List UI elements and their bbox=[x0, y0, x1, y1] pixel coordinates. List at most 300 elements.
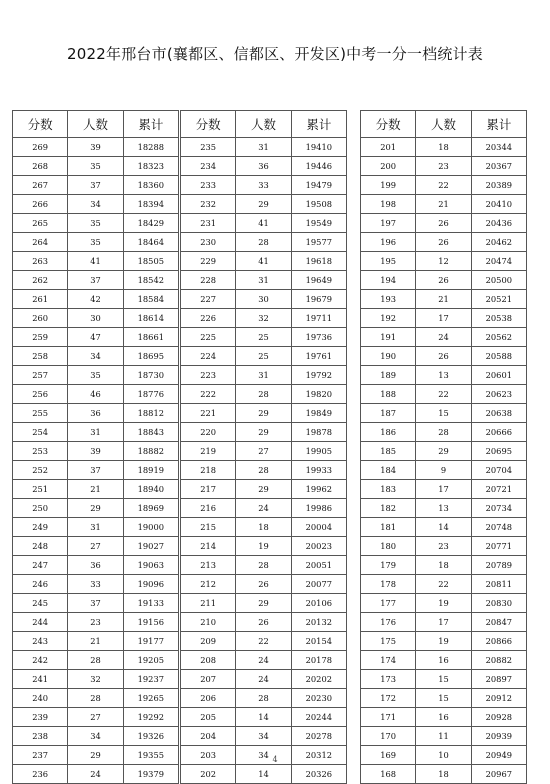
cumulative-cell: 18429 bbox=[123, 214, 178, 233]
score-cell: 248 bbox=[13, 537, 68, 556]
cumulative-cell: 19820 bbox=[291, 385, 346, 404]
score-cell: 177 bbox=[361, 594, 416, 613]
count-cell: 36 bbox=[68, 404, 123, 423]
cumulative-cell: 20967 bbox=[471, 765, 526, 784]
count-cell: 18 bbox=[236, 518, 291, 537]
score-table bbox=[12, 110, 179, 784]
table-row bbox=[361, 461, 527, 480]
score-cell: 261 bbox=[13, 290, 68, 309]
score-cell: 207 bbox=[181, 670, 236, 689]
cumulative-cell: 20847 bbox=[471, 613, 526, 632]
count-cell: 29 bbox=[416, 442, 471, 461]
count-cell: 25 bbox=[236, 347, 291, 366]
table-row bbox=[181, 195, 347, 214]
table-row bbox=[361, 176, 527, 195]
score-cell: 200 bbox=[361, 157, 416, 176]
cumulative-cell: 19265 bbox=[123, 689, 178, 708]
table-row bbox=[361, 195, 527, 214]
table-row bbox=[13, 480, 179, 499]
cumulative-cell: 19355 bbox=[123, 746, 178, 765]
score-cell: 176 bbox=[361, 613, 416, 632]
cumulative-cell: 20367 bbox=[471, 157, 526, 176]
count-cell: 31 bbox=[68, 518, 123, 537]
count-cell: 16 bbox=[416, 651, 471, 670]
column-header-score: 分数 bbox=[361, 111, 416, 138]
score-cell: 217 bbox=[181, 480, 236, 499]
table-row bbox=[13, 575, 179, 594]
score-cell: 250 bbox=[13, 499, 68, 518]
table-row bbox=[361, 765, 527, 784]
count-cell: 33 bbox=[236, 176, 291, 195]
cumulative-cell: 20077 bbox=[291, 575, 346, 594]
cumulative-cell: 20278 bbox=[291, 727, 346, 746]
table-row bbox=[13, 157, 179, 176]
count-cell: 27 bbox=[68, 708, 123, 727]
count-cell: 37 bbox=[68, 594, 123, 613]
count-cell: 47 bbox=[68, 328, 123, 347]
score-cell: 239 bbox=[13, 708, 68, 727]
cumulative-cell: 20721 bbox=[471, 480, 526, 499]
cumulative-cell: 20897 bbox=[471, 670, 526, 689]
cumulative-cell: 20928 bbox=[471, 708, 526, 727]
count-cell: 14 bbox=[416, 518, 471, 537]
cumulative-cell: 19508 bbox=[291, 195, 346, 214]
table-row bbox=[181, 328, 347, 347]
cumulative-cell: 20106 bbox=[291, 594, 346, 613]
score-cell: 201 bbox=[361, 138, 416, 157]
count-cell: 25 bbox=[236, 328, 291, 347]
table-row bbox=[361, 271, 527, 290]
cumulative-cell: 20601 bbox=[471, 366, 526, 385]
count-cell: 35 bbox=[68, 157, 123, 176]
cumulative-cell: 20500 bbox=[471, 271, 526, 290]
cumulative-cell: 19410 bbox=[291, 138, 346, 157]
cumulative-cell: 18882 bbox=[123, 442, 178, 461]
count-cell: 18 bbox=[416, 138, 471, 157]
table-row bbox=[361, 328, 527, 347]
count-cell: 31 bbox=[236, 271, 291, 290]
score-cell: 213 bbox=[181, 556, 236, 575]
count-cell: 36 bbox=[68, 556, 123, 575]
count-cell: 28 bbox=[236, 556, 291, 575]
score-cell: 209 bbox=[181, 632, 236, 651]
count-cell: 18 bbox=[416, 765, 471, 784]
count-cell: 22 bbox=[416, 385, 471, 404]
cumulative-cell: 20312 bbox=[291, 746, 346, 765]
cumulative-cell: 19549 bbox=[291, 214, 346, 233]
cumulative-cell: 19618 bbox=[291, 252, 346, 271]
cumulative-cell: 19962 bbox=[291, 480, 346, 499]
cumulative-cell: 20051 bbox=[291, 556, 346, 575]
table-row bbox=[13, 632, 179, 651]
count-cell: 15 bbox=[416, 670, 471, 689]
count-cell: 26 bbox=[416, 233, 471, 252]
score-cell: 189 bbox=[361, 366, 416, 385]
table-row bbox=[361, 423, 527, 442]
count-cell: 24 bbox=[68, 765, 123, 784]
score-table bbox=[180, 110, 347, 784]
score-cell: 191 bbox=[361, 328, 416, 347]
table-row bbox=[181, 613, 347, 632]
count-cell: 15 bbox=[416, 404, 471, 423]
count-cell: 16 bbox=[416, 708, 471, 727]
table-row bbox=[13, 442, 179, 461]
column-header-cumulative: 累计 bbox=[123, 111, 178, 138]
count-cell: 28 bbox=[236, 385, 291, 404]
table-row bbox=[181, 233, 347, 252]
table-row bbox=[361, 518, 527, 537]
count-cell: 28 bbox=[68, 651, 123, 670]
count-cell: 34 bbox=[68, 727, 123, 746]
score-cell: 186 bbox=[361, 423, 416, 442]
cumulative-cell: 18919 bbox=[123, 461, 178, 480]
cumulative-cell: 19792 bbox=[291, 366, 346, 385]
column-header-cumulative: 累计 bbox=[471, 111, 526, 138]
table-row bbox=[13, 404, 179, 423]
count-cell: 21 bbox=[68, 632, 123, 651]
table-row bbox=[361, 157, 527, 176]
score-cell: 240 bbox=[13, 689, 68, 708]
count-cell: 30 bbox=[236, 290, 291, 309]
table-row bbox=[181, 404, 347, 423]
table-row bbox=[13, 214, 179, 233]
table-row bbox=[13, 708, 179, 727]
page-number: 4 bbox=[272, 755, 278, 764]
count-cell: 27 bbox=[68, 537, 123, 556]
table-row bbox=[181, 727, 347, 746]
score-cell: 262 bbox=[13, 271, 68, 290]
cumulative-cell: 20023 bbox=[291, 537, 346, 556]
score-cell: 214 bbox=[181, 537, 236, 556]
table-row bbox=[13, 499, 179, 518]
score-cell: 195 bbox=[361, 252, 416, 271]
table-row bbox=[361, 651, 527, 670]
table-row bbox=[13, 233, 179, 252]
table-row bbox=[13, 252, 179, 271]
cumulative-cell: 18695 bbox=[123, 347, 178, 366]
score-cell: 252 bbox=[13, 461, 68, 480]
score-cell: 198 bbox=[361, 195, 416, 214]
count-cell: 24 bbox=[236, 651, 291, 670]
score-cell: 224 bbox=[181, 347, 236, 366]
cumulative-cell: 20521 bbox=[471, 290, 526, 309]
table-row bbox=[361, 727, 527, 746]
count-cell: 21 bbox=[416, 290, 471, 309]
cumulative-cell: 20666 bbox=[471, 423, 526, 442]
table-row bbox=[13, 290, 179, 309]
score-cell: 178 bbox=[361, 575, 416, 594]
score-cell: 259 bbox=[13, 328, 68, 347]
score-cell: 223 bbox=[181, 366, 236, 385]
count-cell: 11 bbox=[416, 727, 471, 746]
score-cell: 226 bbox=[181, 309, 236, 328]
table-row bbox=[361, 290, 527, 309]
score-cell: 170 bbox=[361, 727, 416, 746]
count-cell: 32 bbox=[236, 309, 291, 328]
table-row bbox=[361, 670, 527, 689]
cumulative-cell: 19177 bbox=[123, 632, 178, 651]
cumulative-cell: 19156 bbox=[123, 613, 178, 632]
count-cell: 41 bbox=[236, 252, 291, 271]
cumulative-cell: 20344 bbox=[471, 138, 526, 157]
cumulative-cell: 20830 bbox=[471, 594, 526, 613]
score-cell: 260 bbox=[13, 309, 68, 328]
table-row bbox=[13, 366, 179, 385]
cumulative-cell: 20538 bbox=[471, 309, 526, 328]
count-cell: 17 bbox=[416, 613, 471, 632]
score-cell: 228 bbox=[181, 271, 236, 290]
count-cell: 26 bbox=[416, 271, 471, 290]
count-cell: 30 bbox=[68, 309, 123, 328]
cumulative-cell: 19577 bbox=[291, 233, 346, 252]
column-header-cumulative: 累计 bbox=[291, 111, 346, 138]
cumulative-cell: 18812 bbox=[123, 404, 178, 423]
score-cell: 196 bbox=[361, 233, 416, 252]
count-cell: 13 bbox=[416, 366, 471, 385]
table-row bbox=[181, 366, 347, 385]
score-cell: 220 bbox=[181, 423, 236, 442]
score-cell: 173 bbox=[361, 670, 416, 689]
table-row bbox=[181, 157, 347, 176]
cumulative-cell: 18323 bbox=[123, 157, 178, 176]
score-cell: 231 bbox=[181, 214, 236, 233]
cumulative-cell: 20866 bbox=[471, 632, 526, 651]
count-cell: 34 bbox=[68, 195, 123, 214]
cumulative-cell: 19878 bbox=[291, 423, 346, 442]
cumulative-cell: 20748 bbox=[471, 518, 526, 537]
table-row bbox=[13, 670, 179, 689]
count-cell: 39 bbox=[68, 442, 123, 461]
cumulative-cell: 18661 bbox=[123, 328, 178, 347]
score-cell: 244 bbox=[13, 613, 68, 632]
score-cell: 168 bbox=[361, 765, 416, 784]
column-header-count: 人数 bbox=[68, 111, 123, 138]
count-cell: 24 bbox=[236, 499, 291, 518]
cumulative-cell: 18394 bbox=[123, 195, 178, 214]
column-header-count: 人数 bbox=[416, 111, 471, 138]
cumulative-cell: 18542 bbox=[123, 271, 178, 290]
score-cell: 206 bbox=[181, 689, 236, 708]
cumulative-cell: 18360 bbox=[123, 176, 178, 195]
table-row bbox=[361, 385, 527, 404]
count-cell: 22 bbox=[416, 176, 471, 195]
count-cell: 35 bbox=[68, 233, 123, 252]
score-cell: 180 bbox=[361, 537, 416, 556]
score-cell: 229 bbox=[181, 252, 236, 271]
score-cell: 199 bbox=[361, 176, 416, 195]
count-cell: 28 bbox=[68, 689, 123, 708]
cumulative-cell: 19379 bbox=[123, 765, 178, 784]
score-cell: 187 bbox=[361, 404, 416, 423]
score-cell: 204 bbox=[181, 727, 236, 746]
table-row bbox=[13, 613, 179, 632]
score-cell: 218 bbox=[181, 461, 236, 480]
score-cell: 235 bbox=[181, 138, 236, 157]
count-cell: 33 bbox=[68, 575, 123, 594]
score-cell: 203 bbox=[181, 746, 236, 765]
score-cell: 225 bbox=[181, 328, 236, 347]
table-row bbox=[361, 252, 527, 271]
table-row bbox=[181, 556, 347, 575]
table-row bbox=[13, 385, 179, 404]
table-row bbox=[181, 575, 347, 594]
table-row bbox=[13, 651, 179, 670]
count-cell: 24 bbox=[236, 670, 291, 689]
table-row bbox=[181, 765, 347, 784]
count-cell: 29 bbox=[236, 423, 291, 442]
count-cell: 28 bbox=[236, 689, 291, 708]
cumulative-cell: 18505 bbox=[123, 252, 178, 271]
table-row bbox=[361, 594, 527, 613]
table-row bbox=[361, 575, 527, 594]
cumulative-cell: 20949 bbox=[471, 746, 526, 765]
count-cell: 18 bbox=[416, 556, 471, 575]
score-cell: 267 bbox=[13, 176, 68, 195]
table-row bbox=[181, 176, 347, 195]
score-cell: 169 bbox=[361, 746, 416, 765]
cumulative-cell: 20244 bbox=[291, 708, 346, 727]
score-cell: 202 bbox=[181, 765, 236, 784]
cumulative-cell: 20462 bbox=[471, 233, 526, 252]
score-cell: 234 bbox=[181, 157, 236, 176]
count-cell: 39 bbox=[68, 138, 123, 157]
count-cell: 29 bbox=[68, 499, 123, 518]
count-cell: 14 bbox=[236, 708, 291, 727]
score-cell: 197 bbox=[361, 214, 416, 233]
score-cell: 174 bbox=[361, 651, 416, 670]
cumulative-cell: 20562 bbox=[471, 328, 526, 347]
cumulative-cell: 20734 bbox=[471, 499, 526, 518]
score-cell: 193 bbox=[361, 290, 416, 309]
count-cell: 31 bbox=[68, 423, 123, 442]
table-row bbox=[13, 556, 179, 575]
score-cell: 243 bbox=[13, 632, 68, 651]
cumulative-cell: 19679 bbox=[291, 290, 346, 309]
score-cell: 219 bbox=[181, 442, 236, 461]
table-row bbox=[181, 632, 347, 651]
count-cell: 24 bbox=[416, 328, 471, 347]
score-cell: 232 bbox=[181, 195, 236, 214]
table-row bbox=[361, 138, 527, 157]
cumulative-cell: 20389 bbox=[471, 176, 526, 195]
score-cell: 256 bbox=[13, 385, 68, 404]
count-cell: 9 bbox=[416, 461, 471, 480]
cumulative-cell: 19761 bbox=[291, 347, 346, 366]
cumulative-cell: 20939 bbox=[471, 727, 526, 746]
cumulative-cell: 19133 bbox=[123, 594, 178, 613]
cumulative-cell: 20132 bbox=[291, 613, 346, 632]
table-row bbox=[13, 537, 179, 556]
score-cell: 268 bbox=[13, 157, 68, 176]
count-cell: 29 bbox=[236, 480, 291, 499]
score-cell: 233 bbox=[181, 176, 236, 195]
cumulative-cell: 20436 bbox=[471, 214, 526, 233]
count-cell: 26 bbox=[416, 214, 471, 233]
score-cell: 238 bbox=[13, 727, 68, 746]
table-row bbox=[181, 651, 347, 670]
count-cell: 41 bbox=[68, 252, 123, 271]
column-header-count: 人数 bbox=[236, 111, 291, 138]
score-cell: 185 bbox=[361, 442, 416, 461]
count-cell: 29 bbox=[236, 404, 291, 423]
table-row bbox=[181, 518, 347, 537]
table-row bbox=[181, 214, 347, 233]
count-cell: 23 bbox=[416, 157, 471, 176]
count-cell: 37 bbox=[68, 176, 123, 195]
table-row bbox=[13, 309, 179, 328]
header-row bbox=[181, 111, 347, 138]
table-row bbox=[181, 290, 347, 309]
table-row bbox=[13, 347, 179, 366]
table-row bbox=[181, 423, 347, 442]
table-row bbox=[13, 271, 179, 290]
table-row bbox=[13, 423, 179, 442]
count-cell: 12 bbox=[416, 252, 471, 271]
score-cell: 179 bbox=[361, 556, 416, 575]
cumulative-cell: 20638 bbox=[471, 404, 526, 423]
cumulative-cell: 19711 bbox=[291, 309, 346, 328]
score-cell: 265 bbox=[13, 214, 68, 233]
cumulative-cell: 19063 bbox=[123, 556, 178, 575]
cumulative-cell: 18464 bbox=[123, 233, 178, 252]
score-cell: 216 bbox=[181, 499, 236, 518]
score-cell: 251 bbox=[13, 480, 68, 499]
count-cell: 22 bbox=[416, 575, 471, 594]
count-cell: 29 bbox=[236, 195, 291, 214]
cumulative-cell: 19326 bbox=[123, 727, 178, 746]
score-cell: 190 bbox=[361, 347, 416, 366]
cumulative-cell: 19933 bbox=[291, 461, 346, 480]
cumulative-cell: 18730 bbox=[123, 366, 178, 385]
cumulative-cell: 20912 bbox=[471, 689, 526, 708]
cumulative-cell: 19446 bbox=[291, 157, 346, 176]
cumulative-cell: 18940 bbox=[123, 480, 178, 499]
score-cell: 210 bbox=[181, 613, 236, 632]
score-cell: 257 bbox=[13, 366, 68, 385]
cumulative-cell: 20178 bbox=[291, 651, 346, 670]
cumulative-cell: 18969 bbox=[123, 499, 178, 518]
table-row bbox=[361, 347, 527, 366]
table-row bbox=[361, 632, 527, 651]
score-cell: 247 bbox=[13, 556, 68, 575]
cumulative-cell: 20623 bbox=[471, 385, 526, 404]
count-cell: 41 bbox=[236, 214, 291, 233]
table-row bbox=[361, 708, 527, 727]
score-cell: 249 bbox=[13, 518, 68, 537]
count-cell: 17 bbox=[416, 309, 471, 328]
count-cell: 26 bbox=[416, 347, 471, 366]
table-row bbox=[181, 271, 347, 290]
cumulative-cell: 20474 bbox=[471, 252, 526, 271]
score-cell: 211 bbox=[181, 594, 236, 613]
table-row bbox=[181, 689, 347, 708]
cumulative-cell: 18614 bbox=[123, 309, 178, 328]
score-cell: 188 bbox=[361, 385, 416, 404]
header-row bbox=[361, 111, 527, 138]
table-row bbox=[181, 461, 347, 480]
table-row bbox=[361, 537, 527, 556]
count-cell: 35 bbox=[68, 366, 123, 385]
count-cell: 23 bbox=[416, 537, 471, 556]
cumulative-cell: 18776 bbox=[123, 385, 178, 404]
count-cell: 29 bbox=[68, 746, 123, 765]
score-cell: 215 bbox=[181, 518, 236, 537]
cumulative-cell: 19205 bbox=[123, 651, 178, 670]
score-cell: 241 bbox=[13, 670, 68, 689]
cumulative-cell: 20004 bbox=[291, 518, 346, 537]
score-cell: 255 bbox=[13, 404, 68, 423]
cumulative-cell: 19096 bbox=[123, 575, 178, 594]
